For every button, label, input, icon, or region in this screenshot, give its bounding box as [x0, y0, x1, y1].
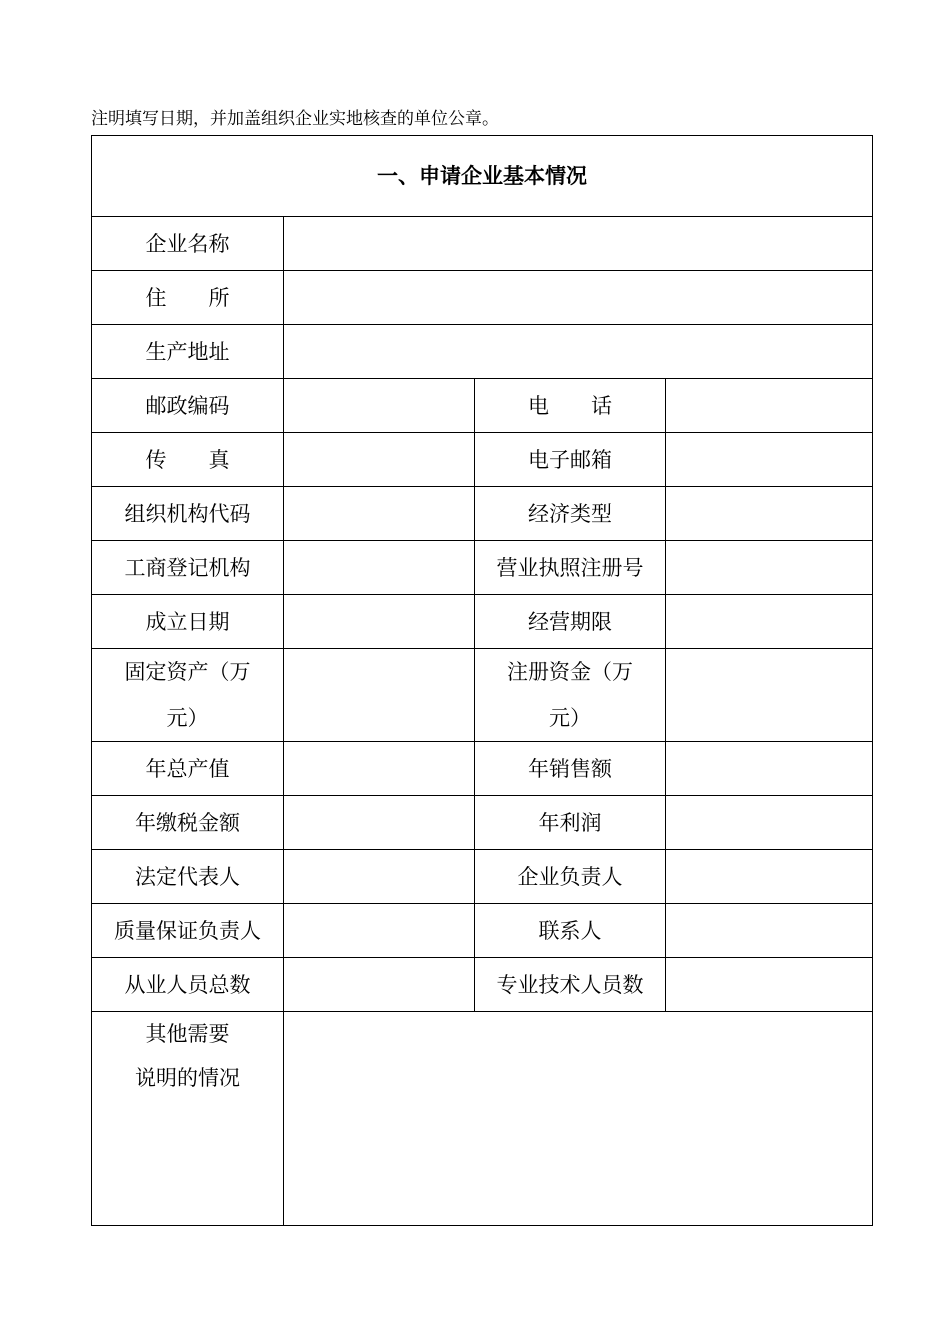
other-notes-field[interactable] [284, 1012, 873, 1226]
label-fax: 传 真 [92, 433, 284, 487]
label-license-number: 营业执照注册号 [475, 541, 666, 595]
label-founding-date: 成立日期 [92, 595, 284, 649]
label-technical-staff: 专业技术人员数 [475, 958, 666, 1012]
annual-sales-field[interactable] [666, 742, 873, 796]
label-contact-person: 联系人 [475, 904, 666, 958]
contact-person-field[interactable] [666, 904, 873, 958]
email-field[interactable] [666, 433, 873, 487]
table-row [92, 433, 873, 487]
label-fixed-assets-line1: 固定资产（万 [124, 660, 251, 684]
label-fixed-assets [92, 649, 284, 742]
label-annual-profit: 年利润 [475, 796, 666, 850]
label-postal-code: 邮政编码 [92, 379, 284, 433]
operating-period-field[interactable] [666, 595, 873, 649]
registration-authority-field[interactable] [284, 541, 475, 595]
table-row [92, 958, 873, 1012]
annual-tax-field[interactable] [284, 796, 475, 850]
label-address: 住 所 [92, 271, 284, 325]
table-row [92, 379, 873, 433]
table-row [92, 1012, 873, 1226]
enterprise-info-table [91, 135, 873, 1226]
table-row [92, 796, 873, 850]
label-registered-capital-line1: 注册资金（万 [507, 660, 633, 684]
production-address-field[interactable] [284, 325, 873, 379]
technical-staff-field[interactable] [666, 958, 873, 1012]
table-row [92, 541, 873, 595]
table-row [92, 904, 873, 958]
phone-field[interactable] [666, 379, 873, 433]
label-org-code: 组织机构代码 [92, 487, 284, 541]
label-registered-capital-line2: 元） [549, 706, 591, 730]
label-annual-sales: 年销售额 [475, 742, 666, 796]
table-row [92, 595, 873, 649]
label-other-notes-line1: 其他需要 [145, 1022, 230, 1046]
economic-type-field[interactable] [666, 487, 873, 541]
label-other-notes [92, 1012, 284, 1226]
annual-output-field[interactable] [284, 742, 475, 796]
label-other-notes-line2: 说明的情况 [135, 1066, 240, 1090]
label-registered-capital [475, 649, 666, 742]
total-employees-field[interactable] [284, 958, 475, 1012]
org-code-field[interactable] [284, 487, 475, 541]
label-phone: 电 话 [475, 379, 666, 433]
registered-capital-field[interactable] [666, 649, 873, 742]
table-row [92, 487, 873, 541]
quality-head-field[interactable] [284, 904, 475, 958]
label-company-head: 企业负责人 [475, 850, 666, 904]
table-row [92, 325, 873, 379]
founding-date-field[interactable] [284, 595, 475, 649]
annual-profit-field[interactable] [666, 796, 873, 850]
table-row [92, 742, 873, 796]
postal-code-field[interactable] [284, 379, 475, 433]
table-row [92, 271, 873, 325]
legal-representative-field[interactable] [284, 850, 475, 904]
address-field[interactable] [284, 271, 873, 325]
label-legal-representative: 法定代表人 [92, 850, 284, 904]
license-number-field[interactable] [666, 541, 873, 595]
label-fixed-assets-line2: 元） [166, 706, 209, 730]
label-annual-output: 年总产值 [92, 742, 284, 796]
fax-field[interactable] [284, 433, 475, 487]
label-total-employees: 从业人员总数 [92, 958, 284, 1012]
label-production-address: 生产地址 [92, 325, 284, 379]
company-head-field[interactable] [666, 850, 873, 904]
label-company-name: 企业名称 [92, 217, 284, 271]
table-row [92, 649, 873, 742]
table-row [92, 217, 873, 271]
label-annual-tax: 年缴税金额 [92, 796, 284, 850]
intro-text: 注明填写日期，并加盖组织企业实地核查的单位公章。 [91, 109, 499, 129]
label-registration-authority: 工商登记机构 [92, 541, 284, 595]
label-email: 电子邮箱 [475, 433, 666, 487]
section-title: 一、申请企业基本情况 [92, 136, 873, 217]
label-quality-head: 质量保证负责人 [92, 904, 284, 958]
fixed-assets-field[interactable] [284, 649, 475, 742]
table-row [92, 850, 873, 904]
label-operating-period: 经营期限 [475, 595, 666, 649]
label-economic-type: 经济类型 [475, 487, 666, 541]
company-name-field[interactable] [284, 217, 873, 271]
